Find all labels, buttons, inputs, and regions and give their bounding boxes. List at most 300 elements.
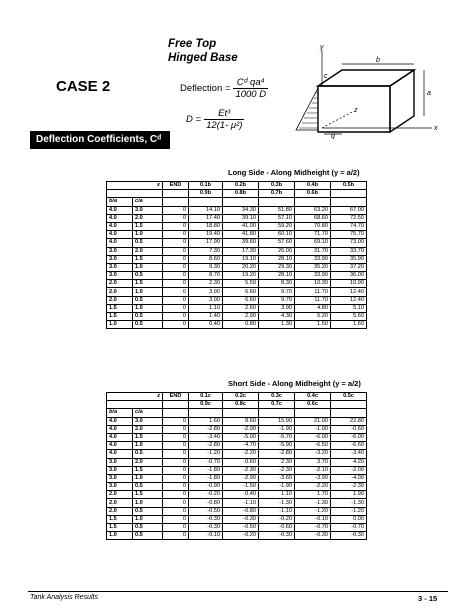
long-col-bottom: 0.9b bbox=[189, 190, 223, 198]
short-table-cell: -1.20 bbox=[331, 507, 367, 515]
short-table-cell: -1.30 bbox=[259, 499, 295, 507]
long-table-cell: 1.5 bbox=[133, 222, 163, 230]
long-table-cell: 57.10 bbox=[259, 214, 295, 222]
short-table-cell: 0 bbox=[163, 417, 189, 425]
long-table-cell: 19.20 bbox=[223, 272, 259, 280]
long-col-bottom: 0.6b bbox=[295, 190, 331, 198]
short-col-top: 0.5c bbox=[331, 393, 367, 401]
short-table-cell: -3.40 bbox=[189, 433, 223, 441]
short-table-cell: -0.30 bbox=[189, 524, 223, 532]
short-table-cell: -5.70 bbox=[259, 433, 295, 441]
long-table-cell: 4.0 bbox=[107, 222, 133, 230]
short-table-cell: 0 bbox=[163, 442, 189, 450]
long-col-top: 0.4b bbox=[295, 182, 331, 190]
short-table-row bbox=[107, 499, 367, 507]
short-table-cell: -0.10 bbox=[295, 515, 331, 523]
long-table-cell: 9.70 bbox=[259, 296, 295, 304]
long-table-cell: 0.40 bbox=[189, 321, 223, 329]
deflection-formula bbox=[180, 77, 268, 100]
long-table-row bbox=[107, 280, 367, 288]
long-table-cell: 0 bbox=[163, 231, 189, 239]
short-table-cell: 22.80 bbox=[331, 417, 367, 425]
long-table-cell: 3.00 bbox=[189, 296, 223, 304]
long-table-row bbox=[107, 321, 367, 329]
short-table-row bbox=[107, 515, 367, 523]
long-table-row bbox=[107, 296, 367, 304]
long-table-cell: 2.0 bbox=[133, 214, 163, 222]
short-table-cell: -3.90 bbox=[295, 474, 331, 482]
rigidity-label: D = bbox=[186, 114, 202, 125]
long-header-row-3 bbox=[107, 198, 367, 206]
short-table-row bbox=[107, 442, 367, 450]
long-table-cell: 75.70 bbox=[331, 231, 367, 239]
long-table-cell: 3.0 bbox=[107, 247, 133, 255]
short-table-cell: 1.5 bbox=[133, 491, 163, 499]
short-col-bottom bbox=[331, 401, 367, 409]
short-table-cell: 3.0 bbox=[107, 458, 133, 466]
deflection-label: Deflection = bbox=[180, 83, 231, 94]
long-table-cell: 1.5 bbox=[133, 280, 163, 288]
long-table-cell: 5.50 bbox=[223, 280, 259, 288]
long-table-cell: 60.10 bbox=[259, 231, 295, 239]
short-table-cell: -1.10 bbox=[223, 499, 259, 507]
tank-side-face bbox=[390, 70, 414, 132]
long-table-cell: 17.40 bbox=[189, 214, 223, 222]
long-table-cell: 4.80 bbox=[295, 304, 331, 312]
short-ca-label: c/a bbox=[133, 409, 163, 417]
short-table-cell: -2.90 bbox=[223, 474, 259, 482]
short-table-cell: -0.70 bbox=[331, 524, 367, 532]
long-table-cell: 1.40 bbox=[189, 313, 223, 321]
short-table-cell: 0 bbox=[163, 507, 189, 515]
long-table-cell: 10.30 bbox=[295, 280, 331, 288]
long-col-top: 0.5b bbox=[331, 182, 367, 190]
short-table-cell: 1.5 bbox=[107, 524, 133, 532]
long-table-cell: 4.30 bbox=[259, 313, 295, 321]
long-table-cell: 29.30 bbox=[259, 263, 295, 271]
short-table-cell: 0.60 bbox=[223, 458, 259, 466]
long-table-cell: 5.60 bbox=[331, 313, 367, 321]
long-table-row bbox=[107, 313, 367, 321]
short-table-cell: 1.5 bbox=[107, 515, 133, 523]
long-table-cell: 2.90 bbox=[223, 313, 259, 321]
footer-rule bbox=[28, 591, 448, 592]
long-table-cell: 0 bbox=[163, 222, 189, 230]
long-table-cell: 0 bbox=[163, 239, 189, 247]
short-table-cell: -0.20 bbox=[189, 491, 223, 499]
short-table-cell: 2.0 bbox=[133, 458, 163, 466]
long-table-cell: 0.5 bbox=[133, 296, 163, 304]
long-corner-label: x bbox=[107, 182, 163, 190]
long-table-row bbox=[107, 263, 367, 271]
rigidity-denominator: 12(1- μ²) bbox=[206, 120, 243, 131]
long-table-row bbox=[107, 255, 367, 263]
long-table-cell: 3.0 bbox=[133, 206, 163, 214]
deflection-denominator: 1000 D bbox=[235, 89, 267, 100]
long-table-cell: 19.10 bbox=[223, 255, 259, 263]
long-table-row bbox=[107, 222, 367, 230]
long-table-cell: 0 bbox=[163, 255, 189, 263]
long-col-bottom: 0.8b bbox=[223, 190, 259, 198]
short-table-cell: 0 bbox=[163, 425, 189, 433]
short-table-cell: -2.30 bbox=[259, 466, 295, 474]
short-table-cell: 0 bbox=[163, 532, 189, 540]
short-table-cell: 3.0 bbox=[107, 483, 133, 491]
short-table-row bbox=[107, 474, 367, 482]
long-table-cell: 0.5 bbox=[133, 272, 163, 280]
long-table-cell: 2.0 bbox=[133, 247, 163, 255]
long-table-cell: 0 bbox=[163, 280, 189, 288]
long-header-row-2 bbox=[107, 190, 367, 198]
axis-x-label: x bbox=[434, 125, 438, 132]
long-table-cell: 0 bbox=[163, 313, 189, 321]
long-table-cell: 0.5 bbox=[133, 321, 163, 329]
long-table-cell: 14.10 bbox=[189, 206, 223, 214]
short-table-cell: 15.90 bbox=[259, 417, 295, 425]
long-table-cell: 18.80 bbox=[189, 222, 223, 230]
long-table-row bbox=[107, 206, 367, 214]
long-side-caption: Long Side - Along Midheight (y = a/2) bbox=[228, 168, 360, 177]
short-table-cell: 1.0 bbox=[107, 532, 133, 540]
axis-y-label: y bbox=[320, 44, 324, 51]
long-table-cell: 9.70 bbox=[259, 288, 295, 296]
long-blank-cell bbox=[163, 190, 189, 198]
long-table-cell: 10.90 bbox=[331, 280, 367, 288]
long-table-row bbox=[107, 214, 367, 222]
dim-q-label: q bbox=[331, 133, 335, 140]
short-table-cell: -6.60 bbox=[331, 442, 367, 450]
short-table-cell: 0.40 bbox=[223, 491, 259, 499]
long-table-cell: 5.20 bbox=[295, 313, 331, 321]
short-table-cell: -2.80 bbox=[259, 450, 295, 458]
short-table-cell: 4.0 bbox=[107, 417, 133, 425]
short-table-cell: 1.90 bbox=[331, 491, 367, 499]
short-table-cell: -0.30 bbox=[189, 515, 223, 523]
short-table-cell: 0.5 bbox=[133, 450, 163, 458]
dim-a-label: a bbox=[427, 90, 431, 97]
long-table-cell: 2.30 bbox=[189, 280, 223, 288]
long-table-cell: 11.70 bbox=[295, 288, 331, 296]
short-table-cell: 3.70 bbox=[295, 458, 331, 466]
long-table-row bbox=[107, 231, 367, 239]
short-table-cell: -0.30 bbox=[295, 532, 331, 540]
long-table-cell: 35.90 bbox=[331, 255, 367, 263]
long-table-cell: 70.80 bbox=[295, 222, 331, 230]
long-table-cell: 34.30 bbox=[223, 206, 259, 214]
long-table-cell: 0 bbox=[163, 272, 189, 280]
short-end-label: END bbox=[163, 393, 189, 401]
long-table-cell: 0.5 bbox=[133, 313, 163, 321]
long-table-row bbox=[107, 239, 367, 247]
short-table-cell: -0.20 bbox=[223, 532, 259, 540]
rigidity-numerator: Et³ bbox=[204, 108, 244, 120]
long-table-cell: 71.70 bbox=[295, 231, 331, 239]
short-table-cell: 1.0 bbox=[133, 474, 163, 482]
long-table-cell: 4.0 bbox=[107, 214, 133, 222]
title-line-2: Hinged Base bbox=[168, 52, 238, 64]
short-table-cell: 0 bbox=[163, 458, 189, 466]
short-table-cell: 4.0 bbox=[107, 433, 133, 441]
long-table-cell: 0 bbox=[163, 247, 189, 255]
short-header-row-1 bbox=[107, 393, 367, 401]
long-blank-cell bbox=[107, 190, 163, 198]
short-table-cell: -0.70 bbox=[295, 524, 331, 532]
short-col-bottom: 0.6c bbox=[295, 401, 331, 409]
long-table-cell: 4.0 bbox=[107, 231, 133, 239]
short-table-cell: -1.10 bbox=[259, 507, 295, 515]
long-table-cell: 0 bbox=[163, 321, 189, 329]
long-table-cell: 1.30 bbox=[259, 321, 295, 329]
rigidity-fraction bbox=[204, 108, 244, 131]
short-col-top: 0.3c bbox=[259, 393, 295, 401]
long-table-cell: 6.60 bbox=[223, 288, 259, 296]
long-table-cell: 19.40 bbox=[189, 231, 223, 239]
short-table-cell: 0 bbox=[163, 499, 189, 507]
short-table-cell: -2.80 bbox=[189, 425, 223, 433]
short-table-cell: 4.0 bbox=[107, 425, 133, 433]
short-table-cell: 3.0 bbox=[107, 466, 133, 474]
long-table-cell: 1.10 bbox=[189, 304, 223, 312]
short-table-cell: 3.0 bbox=[107, 474, 133, 482]
long-table-cell: 1.50 bbox=[295, 321, 331, 329]
long-table-cell: 74.70 bbox=[331, 222, 367, 230]
short-table-cell: -0.60 bbox=[331, 425, 367, 433]
short-table-cell: 0 bbox=[163, 466, 189, 474]
short-side-caption: Short Side - Along Midheight (y = a/2) bbox=[228, 379, 361, 388]
short-table-cell: 0 bbox=[163, 491, 189, 499]
short-table-row bbox=[107, 417, 367, 425]
dim-b-label: b bbox=[376, 57, 380, 64]
short-table-cell: -0.30 bbox=[259, 532, 295, 540]
short-table-cell: 4.0 bbox=[107, 450, 133, 458]
long-table-cell: 28.10 bbox=[259, 272, 295, 280]
long-side-table bbox=[106, 181, 367, 329]
long-table-cell: 41.00 bbox=[223, 222, 259, 230]
short-table-cell: -1.30 bbox=[295, 499, 331, 507]
long-table-cell: 4.0 bbox=[107, 239, 133, 247]
long-table-cell: 8.60 bbox=[189, 255, 223, 263]
short-table-cell: -2.10 bbox=[295, 466, 331, 474]
short-table-cell: 0.5 bbox=[133, 532, 163, 540]
short-table-cell: -1.20 bbox=[189, 450, 223, 458]
short-table-cell: -3.60 bbox=[259, 474, 295, 482]
short-table-cell: 2.0 bbox=[107, 507, 133, 515]
short-table-cell: -2.20 bbox=[295, 483, 331, 491]
long-table-cell: 0 bbox=[163, 304, 189, 312]
short-table-cell: 0 bbox=[163, 515, 189, 523]
long-table-cell: 72.50 bbox=[331, 214, 367, 222]
short-table-cell: -2.00 bbox=[331, 466, 367, 474]
long-table-cell: 59.20 bbox=[259, 222, 295, 230]
long-table-cell: 3.00 bbox=[189, 288, 223, 296]
short-table-cell: 21.00 bbox=[295, 417, 331, 425]
long-table-cell: 2.0 bbox=[107, 288, 133, 296]
long-table-cell: 3.90 bbox=[259, 304, 295, 312]
dim-c-label: c bbox=[324, 73, 328, 80]
short-table-cell: 0.00 bbox=[331, 515, 367, 523]
rigidity-formula bbox=[186, 108, 244, 131]
case-label: CASE 2 bbox=[56, 78, 111, 95]
short-table-cell: 1.70 bbox=[295, 491, 331, 499]
short-table-cell: 1.10 bbox=[259, 491, 295, 499]
long-table-cell: 2.0 bbox=[107, 296, 133, 304]
long-col-top: 0.3b bbox=[259, 182, 295, 190]
short-table-cell: -5.00 bbox=[223, 433, 259, 441]
short-col-bottom: 0.9c bbox=[189, 401, 223, 409]
short-table-cell: 0 bbox=[163, 483, 189, 491]
long-table-cell: 39.60 bbox=[223, 239, 259, 247]
long-table-cell: 36.00 bbox=[331, 272, 367, 280]
long-table-cell: 2.60 bbox=[223, 304, 259, 312]
short-table-cell: -0.60 bbox=[259, 524, 295, 532]
short-table-cell: -1.30 bbox=[331, 499, 367, 507]
short-table-row bbox=[107, 483, 367, 491]
short-table-cell: 4.20 bbox=[331, 458, 367, 466]
long-table-cell: 33.90 bbox=[295, 272, 331, 280]
short-table-cell: -1.90 bbox=[259, 425, 295, 433]
short-table-cell: -0.80 bbox=[223, 507, 259, 515]
tank-diagram bbox=[290, 40, 450, 140]
long-table-cell: 1.0 bbox=[133, 231, 163, 239]
axis-z-label: z bbox=[354, 107, 358, 114]
long-col-bottom bbox=[331, 190, 367, 198]
coefficients-banner: Deflection Coefficients, Cᵈ bbox=[30, 131, 170, 149]
long-table-cell: 8.70 bbox=[189, 272, 223, 280]
long-table-cell: 8.30 bbox=[259, 280, 295, 288]
short-table-cell: 0.5 bbox=[133, 524, 163, 532]
short-table-cell: -4.70 bbox=[223, 442, 259, 450]
long-table-cell: 20.20 bbox=[223, 263, 259, 271]
long-table-cell: 0 bbox=[163, 214, 189, 222]
long-table-cell: 1.0 bbox=[133, 288, 163, 296]
short-table-row bbox=[107, 466, 367, 474]
long-table-cell: 35.20 bbox=[295, 263, 331, 271]
short-table-cell: -0.30 bbox=[331, 532, 367, 540]
short-table-cell: -3.40 bbox=[331, 450, 367, 458]
long-ba-label: b/a bbox=[107, 198, 133, 206]
long-table-cell: 39.10 bbox=[223, 214, 259, 222]
long-col-top: 0.2b bbox=[223, 182, 259, 190]
short-table-row bbox=[107, 458, 367, 466]
long-table-row bbox=[107, 247, 367, 255]
long-table-cell: 73.00 bbox=[331, 239, 367, 247]
long-col-top: 0.1b bbox=[189, 182, 223, 190]
long-table-cell: 1.5 bbox=[107, 313, 133, 321]
long-table-cell: 0 bbox=[163, 206, 189, 214]
long-table-cell: 67.00 bbox=[331, 206, 367, 214]
long-table-cell: 17.90 bbox=[189, 239, 223, 247]
short-col-bottom: 0.7c bbox=[259, 401, 295, 409]
short-table-cell: -0.10 bbox=[189, 532, 223, 540]
long-table-cell: 28.10 bbox=[259, 255, 295, 263]
page-number: 3 - 15 bbox=[418, 594, 438, 603]
long-table-cell: 1.5 bbox=[133, 255, 163, 263]
deflection-fraction bbox=[233, 77, 268, 100]
long-table-row bbox=[107, 272, 367, 280]
short-table-cell: -0.50 bbox=[189, 507, 223, 515]
short-table-cell: -5.90 bbox=[259, 442, 295, 450]
long-table-cell: 0.80 bbox=[223, 321, 259, 329]
short-table-cell: 1.0 bbox=[133, 515, 163, 523]
long-table-cell: 0 bbox=[163, 296, 189, 304]
short-table-cell: -1.50 bbox=[223, 483, 259, 491]
short-table-cell: -6.00 bbox=[295, 433, 331, 441]
short-table-cell: -1.80 bbox=[189, 466, 223, 474]
short-table-row bbox=[107, 433, 367, 441]
short-table-cell: 1.0 bbox=[133, 499, 163, 507]
long-table-cell: 0 bbox=[163, 263, 189, 271]
tank-top-face bbox=[318, 70, 414, 86]
long-table-cell: 31.70 bbox=[295, 247, 331, 255]
short-table-cell: -2.90 bbox=[223, 425, 259, 433]
long-table-cell: 12.40 bbox=[331, 296, 367, 304]
long-table-cell: 11.70 bbox=[295, 296, 331, 304]
long-table-cell: 1.60 bbox=[331, 321, 367, 329]
long-table-cell: 17.30 bbox=[223, 247, 259, 255]
short-col-top: 0.1c bbox=[189, 393, 223, 401]
short-table-row bbox=[107, 450, 367, 458]
short-table-cell: 1.5 bbox=[133, 433, 163, 441]
short-table-cell: -1.90 bbox=[259, 483, 295, 491]
long-table-cell: 51.80 bbox=[259, 206, 295, 214]
short-table-cell: -0.70 bbox=[189, 458, 223, 466]
deflection-numerator: Cᵈ qa⁴ bbox=[233, 77, 268, 89]
short-table-cell: 0 bbox=[163, 450, 189, 458]
long-ca-label: c/a bbox=[133, 198, 163, 206]
short-table-row bbox=[107, 524, 367, 532]
short-table-cell: -0.50 bbox=[223, 524, 259, 532]
long-table-cell: 1.0 bbox=[133, 263, 163, 271]
long-table-cell: 3.0 bbox=[107, 255, 133, 263]
short-table-cell: 1.0 bbox=[133, 442, 163, 450]
long-table-cell: 26.00 bbox=[259, 247, 295, 255]
short-table-row bbox=[107, 532, 367, 540]
long-table-cell: 69.10 bbox=[295, 239, 331, 247]
short-table-cell: -2.30 bbox=[331, 483, 367, 491]
long-end-label: END bbox=[163, 182, 189, 190]
long-table-cell: 0 bbox=[163, 288, 189, 296]
short-blank-cell bbox=[107, 401, 163, 409]
long-table-cell: 1.0 bbox=[107, 321, 133, 329]
short-table-row bbox=[107, 491, 367, 499]
short-table-cell: -0.80 bbox=[189, 499, 223, 507]
long-table-cell: 1.5 bbox=[107, 304, 133, 312]
short-corner-label: z bbox=[107, 393, 163, 401]
short-table-cell: 3.0 bbox=[133, 417, 163, 425]
short-table-cell: 0.5 bbox=[133, 483, 163, 491]
short-table-row bbox=[107, 507, 367, 515]
short-blank-cell bbox=[163, 401, 189, 409]
long-table-cell: 63.20 bbox=[295, 206, 331, 214]
long-table-cell: 1.0 bbox=[133, 304, 163, 312]
short-table-cell: 0 bbox=[163, 524, 189, 532]
title-line-1: Free Top bbox=[168, 38, 217, 50]
short-table-cell: -6.00 bbox=[331, 433, 367, 441]
short-table-cell: -4.00 bbox=[331, 474, 367, 482]
long-table-cell: 37.20 bbox=[331, 263, 367, 271]
long-table-cell: 2.0 bbox=[107, 280, 133, 288]
short-table-cell: 8.60 bbox=[223, 417, 259, 425]
short-table-cell: -0.90 bbox=[189, 483, 223, 491]
short-table-cell: 0 bbox=[163, 433, 189, 441]
short-table-cell: 2.30 bbox=[259, 458, 295, 466]
long-table-row bbox=[107, 304, 367, 312]
short-table-cell: -2.20 bbox=[223, 450, 259, 458]
short-table-cell: -1.80 bbox=[189, 474, 223, 482]
long-table-cell: 0.5 bbox=[133, 239, 163, 247]
short-table-cell: -2.30 bbox=[223, 466, 259, 474]
short-table-cell: 0.5 bbox=[133, 507, 163, 515]
